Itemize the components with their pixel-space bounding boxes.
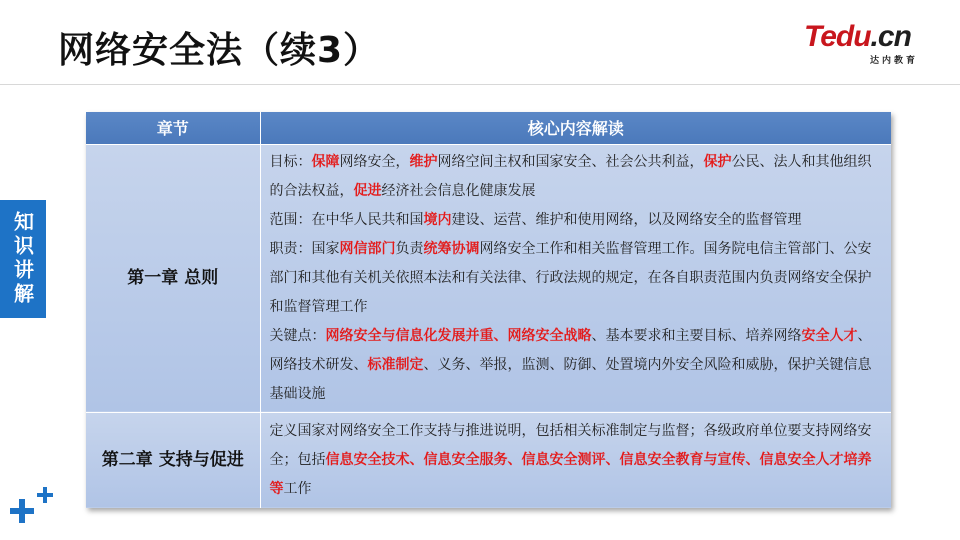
highlight-text: 安全人才	[801, 327, 858, 344]
side-tab-label: 知识讲解	[10, 211, 35, 307]
highlight-text: 保障	[311, 153, 340, 170]
side-tab-knowledge	[0, 200, 46, 318]
header-content: 核心内容解读	[260, 112, 891, 144]
content-line	[270, 148, 884, 206]
body-text: 负责	[395, 240, 424, 257]
page-title: 网络安全法（续3）	[58, 30, 381, 71]
table-row	[86, 412, 891, 508]
highlight-text: 保护	[703, 153, 732, 170]
content-line	[270, 235, 884, 322]
body-text: 目标：	[269, 153, 312, 170]
body-text: 范围：在中华人民共和国	[269, 211, 424, 228]
highlight-text: 网信部门	[339, 240, 396, 257]
body-text: 、义务、举报，监测、防御、处置境内外安全风险和威胁，保护关键信息基础设施	[269, 356, 872, 402]
body-text: 、基本要求和主要目标、培养网络	[591, 327, 802, 344]
highlight-text: 促进	[353, 182, 382, 199]
plus-decoration-icon	[8, 486, 56, 534]
body-text: 网络安全工作和相关监督管理工作。国务院电信主管部门、公安部门和其他有关机关依照本法和有关法律、行政法规的规定，在各自职责范围内负责网络安全保护和监督管理工作	[269, 240, 872, 315]
body-text: 经济社会信息化健康发展	[381, 182, 536, 199]
table-row	[86, 144, 891, 412]
body-text: 网络空间主权和国家安全、社会公共利益，	[437, 153, 704, 170]
body-text: 职责：国家	[269, 240, 340, 257]
highlight-text: 标准制定	[367, 356, 424, 373]
body-text: 建设、运营、维护和使用网络，以及网络安全的监督管理	[451, 211, 802, 228]
content-line	[270, 417, 884, 504]
tedu-logo	[800, 20, 940, 68]
table-header-row	[86, 112, 891, 144]
body-text: 公民、法人和其他组织的合法权益，	[269, 153, 872, 199]
content-line	[270, 206, 884, 235]
content-table-wrapper	[86, 112, 891, 508]
body-text: 工作	[283, 480, 312, 497]
logo-wordmark	[804, 20, 911, 54]
logo-brand: Tedu	[804, 20, 871, 53]
body-text: 、网络技术研发、	[269, 327, 872, 373]
highlight-text: 统筹协调	[423, 240, 480, 257]
chapter-cell: 第一章 总则	[86, 144, 260, 412]
content-line	[270, 322, 884, 409]
highlight-text: 维护	[409, 153, 438, 170]
logo-tld: .cn	[870, 20, 911, 53]
chapter-cell: 第二章 支持与促进	[86, 412, 260, 508]
content-cell	[260, 412, 891, 508]
logo-subtitle: 达内教育	[870, 56, 919, 66]
content-table	[86, 112, 891, 508]
header-chapter: 章节	[86, 112, 260, 144]
highlight-text: 信息安全技术、信息安全服务、信息安全测评、信息安全教育与宣传、信息安全人才培养等	[269, 451, 872, 497]
body-text: 网络安全，	[339, 153, 410, 170]
body-text: 关键点：	[269, 327, 326, 344]
body-text: 定义国家对网络安全工作支持与推进说明，包括相关标准制定与监督；各级政府单位要支持网络安全；包括	[269, 422, 872, 468]
highlight-text: 网络安全与信息化发展并重、网络安全战略	[325, 327, 592, 344]
highlight-text: 境内	[423, 211, 452, 228]
title-divider	[0, 84, 960, 85]
content-cell	[260, 144, 891, 412]
